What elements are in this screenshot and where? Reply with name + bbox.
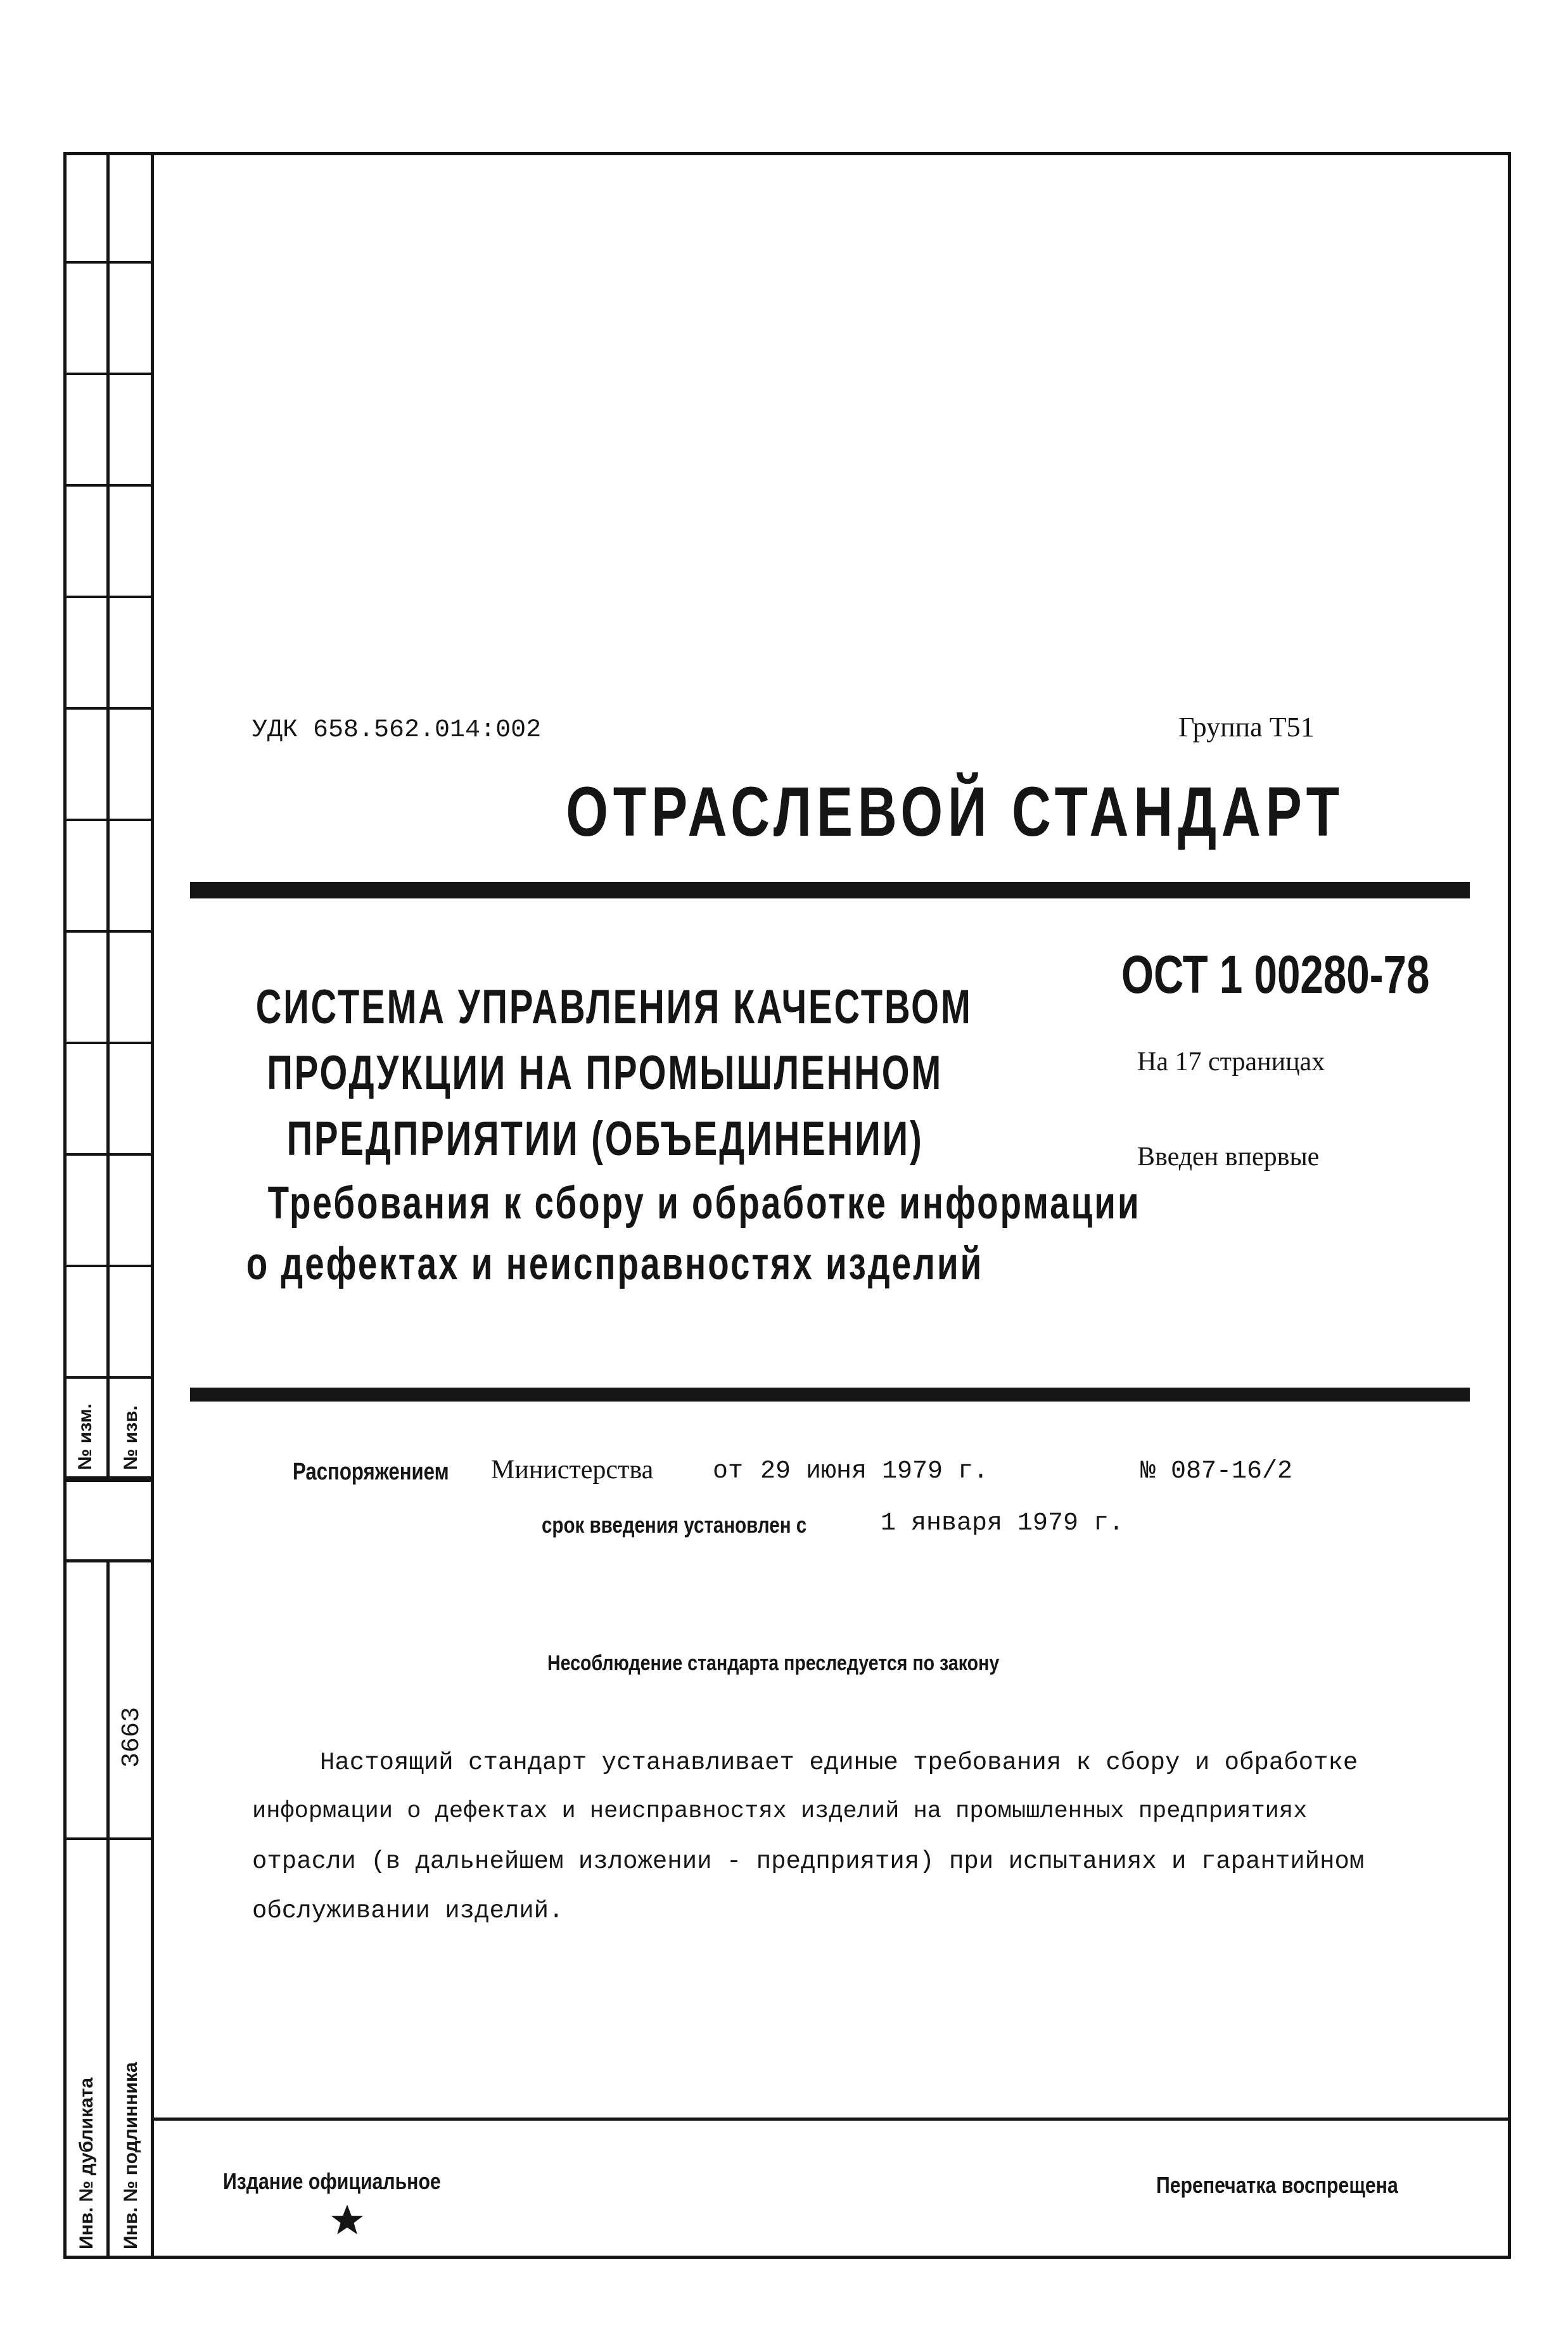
title-line: ПРЕДПРИЯТИИ (ОБЪЕДИНЕНИИ) — [286, 1112, 924, 1166]
bottom-thick-rule — [190, 1388, 1470, 1402]
margin-cell — [63, 598, 152, 710]
margin-cell — [63, 710, 152, 821]
margin-gap — [67, 1482, 150, 1559]
registration-number: 3663 — [118, 1706, 146, 1768]
margin-cell — [63, 487, 152, 598]
order-label: Распоряжением — [293, 1459, 449, 1485]
paragraph-line: Настоящий стандарт устанавливает единые требования к сбору и обработке — [320, 1749, 1358, 1777]
paragraph-line: информации о дефектах и неисправностях изделий на промышленных предприятиях — [252, 1798, 1308, 1825]
margin-gap-top-line — [63, 1479, 152, 1482]
effective-date: 1 января 1979 г. — [881, 1509, 1125, 1538]
notice-number-label: № изв. — [120, 1405, 141, 1470]
original-inventory-label: Инв. № подлинника — [120, 2062, 141, 2249]
udk-code: УДК 658.562.014:002 — [252, 716, 542, 744]
margin-cell — [63, 821, 152, 933]
effective-label: срок введения установлен с — [542, 1512, 807, 1538]
reprint-prohibited-label: Перепечатка воспрещена — [1156, 2172, 1398, 2198]
lower-margin-line — [63, 1837, 152, 1840]
title-line: ПРОДУКЦИИ НА ПРОМЫШЛЕННОМ — [267, 1046, 943, 1100]
footer-divider — [151, 2118, 1511, 2121]
subtitle-line: о дефектах и неисправностях изделий — [246, 1239, 984, 1289]
top-thick-rule — [190, 882, 1470, 898]
order-date: 29 июня 1979 г. — [760, 1457, 989, 1486]
group-code: Группа Т51 — [1178, 712, 1315, 743]
standard-code: ОСТ 1 00280-78 — [1121, 945, 1430, 1004]
margin-cell — [63, 264, 152, 375]
duplicate-inventory-label: Инв. № дубликата — [76, 2077, 97, 2249]
margin-cell — [63, 375, 152, 487]
order-issuer: Министерства — [491, 1455, 654, 1485]
paragraph-line: обслуживании изделий. — [252, 1897, 564, 1925]
star-icon — [329, 2202, 365, 2238]
margin-gap-bottom-line — [63, 1559, 152, 1562]
page-count: На 17 страницах — [1137, 1047, 1325, 1076]
official-edition-label: Издание официальное — [223, 2168, 441, 2194]
order-from-word: от — [713, 1457, 744, 1486]
margin-cell — [63, 152, 152, 264]
paragraph-line: отрасли (в дальнейшем изложении - предприятия) при испытаниях и гарантийном — [252, 1848, 1365, 1875]
change-number-label: № изм. — [75, 1403, 96, 1470]
legal-notice: Несоблюдение стандарта преследуется по закону — [547, 1651, 1000, 1675]
star-icon-svg — [329, 2202, 365, 2238]
order-number: № 087-16/2 — [1140, 1457, 1293, 1486]
introduced-note: Введен впервые — [1137, 1142, 1320, 1172]
subtitle-line: Требования к сбору и обработке информации — [267, 1178, 1141, 1229]
title-line: СИСТЕМА УПРАВЛЕНИЯ КАЧЕСТВОМ — [255, 980, 972, 1034]
standard-type-heading: ОТРАСЛЕВОЙ СТАНДАРТ — [566, 773, 1344, 851]
